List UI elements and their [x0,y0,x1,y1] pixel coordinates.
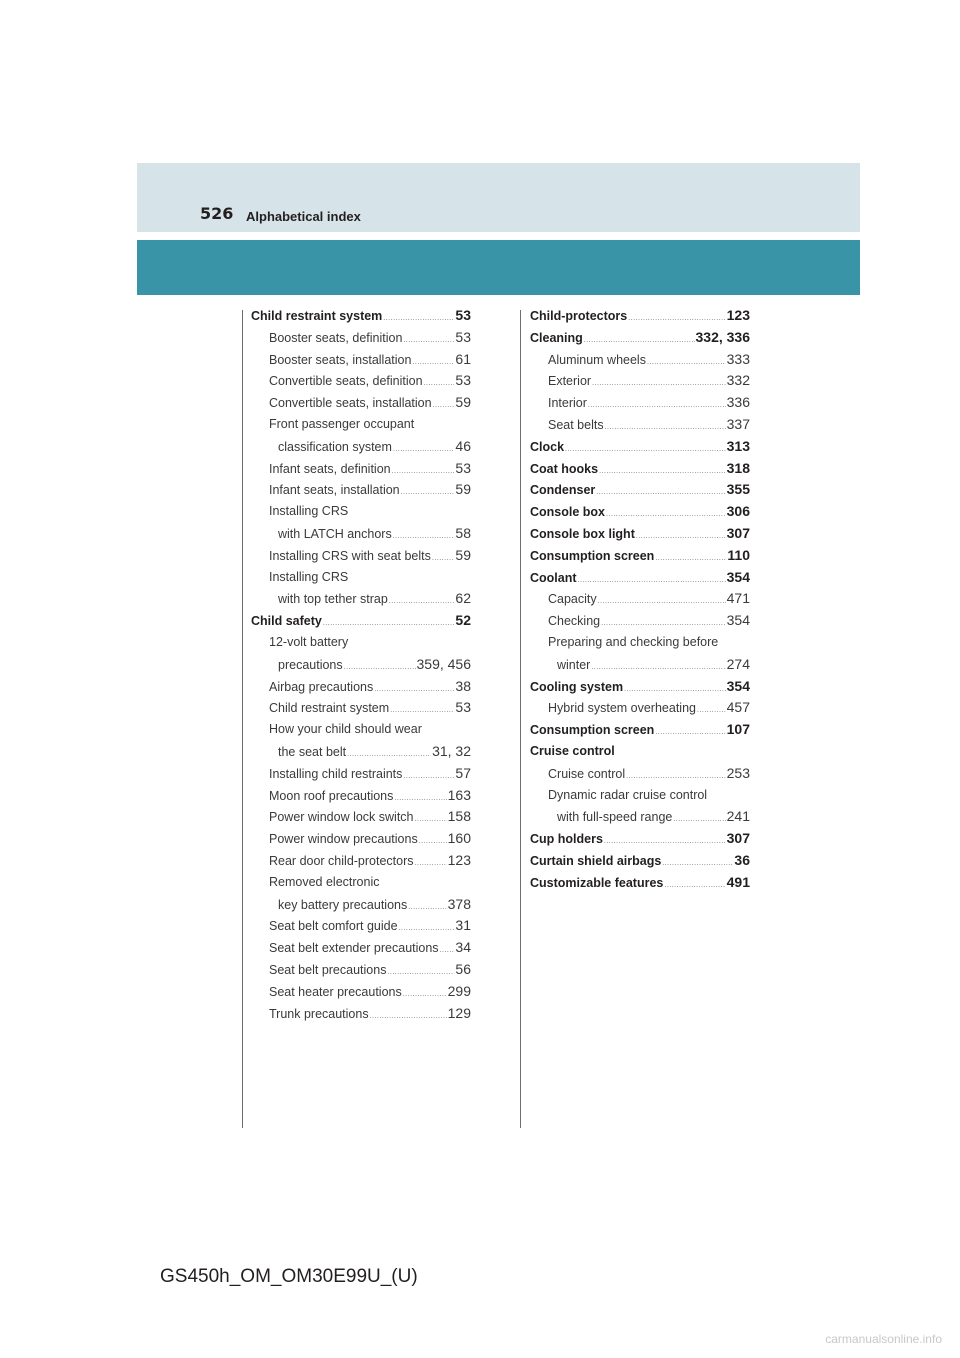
page-reference: 59 [455,394,471,411]
entry-text: Booster seats, installation [269,352,412,367]
page-reference: 313 [726,437,750,454]
index-entry [530,828,750,850]
dot-leader [591,657,725,679]
dot-leader [389,591,455,613]
index-subentry [251,414,471,436]
page-reference: 471 [726,590,750,607]
entry-text: Console box light [530,526,635,541]
page-reference: 62 [455,590,471,607]
page-reference: 123 [447,851,471,868]
dot-leader [415,809,447,831]
page-reference: 491 [726,873,750,890]
entry-text: Cruise control [548,766,626,781]
index-entry [530,741,750,763]
index-subentry [251,785,471,807]
page-reference: 38 [455,677,471,694]
entry-text: Installing CRS [269,569,349,584]
dot-leader [664,875,725,897]
page-reference: 332 [726,372,750,389]
entry-text: Cleaning [530,330,583,345]
entry-text: Cooling system [530,679,624,694]
entry-text: Rear door child-protectors [269,853,414,868]
entry-text: Infant seats, installation [269,483,400,498]
page-reference: 107 [726,721,750,738]
index-subentry [530,806,750,828]
entry-text: precautions [278,657,343,672]
index-column-right [530,305,750,894]
entry-text: Child restraint system [251,309,383,323]
right-column-rule [520,310,521,1128]
index-subentry [530,349,750,371]
index-subentry [251,850,471,872]
page-reference: 307 [726,830,750,847]
index-subentry [251,763,471,785]
dot-leader [392,461,455,483]
index-entry [530,567,750,589]
page-reference: 34 [455,939,471,956]
entry-text: Condenser [530,483,596,498]
index-subentry [251,915,471,937]
page-reference: 59 [455,481,471,498]
index-subentry [251,741,471,763]
index-entry [530,436,750,458]
entry-text: Console box [530,505,606,520]
index-entry [530,523,750,545]
entry-text: Capacity [548,592,597,607]
page-reference: 61 [455,350,471,367]
page-reference: 123 [726,307,750,323]
page-reference: 274 [726,655,750,672]
dot-leader [393,526,455,548]
index-subentry [251,937,471,959]
dot-leader [565,439,726,461]
page-reference: 110 [727,546,750,563]
entry-text: the seat belt [278,744,347,759]
index-subentry [530,697,750,719]
entry-text: Consumption screen [530,723,655,738]
dot-leader [383,308,454,330]
dot-leader [604,831,726,853]
index-entry [530,305,750,327]
dot-leader [636,526,726,548]
page-reference: 59 [455,546,471,563]
page-reference: 457 [726,699,750,716]
entry-text: Coat hooks [530,461,599,476]
dot-leader [605,417,726,439]
index-entry [251,610,471,632]
index-subentry [251,545,471,567]
dot-leader [399,918,455,940]
page-reference: 53 [455,372,471,389]
dot-leader [415,853,447,875]
index-entry [530,479,750,501]
page-reference: 333 [726,350,750,367]
entry-text: Child safety [251,614,322,629]
entry-text: key battery precautions [278,897,408,912]
entry-text: with top tether strap [278,592,388,607]
index-entry [530,545,750,567]
page-reference: 53 [455,699,471,716]
entry-text: Removed electronic [269,874,380,889]
entry-text: Seat heater precautions [269,984,402,999]
entry-text: 12-volt battery [269,634,349,649]
entry-text: Curtain shield airbags [530,853,662,868]
index-subentry [530,785,750,807]
entry-text: Coolant [530,570,577,585]
dot-leader [401,482,455,504]
index-subentry [251,654,471,676]
entry-text: How your child should wear [269,722,422,737]
dot-leader [624,679,726,701]
left-column-rule [242,310,243,1128]
page-reference: 31 [455,917,471,934]
index-entry [251,305,471,327]
entry-text: Booster seats, definition [269,330,403,345]
index-subentry [530,588,750,610]
entry-text: Interior [548,396,587,411]
index-entry [530,676,750,698]
dot-leader [387,962,454,984]
page-reference: 307 [726,524,750,541]
entry-text: Installing child restraints [269,766,403,781]
entry-text: Clock [530,439,565,454]
dot-leader [578,570,726,592]
page-reference: 253 [726,764,750,781]
entry-text: Child restraint system [269,701,390,716]
entry-text: Aluminum wheels [548,352,646,367]
entry-text: Seat belt comfort guide [269,919,398,934]
entry-text: Customizable features [530,875,664,890]
page-reference: 378 [447,895,471,912]
index-subentry [251,479,471,501]
index-entry [530,719,750,741]
index-entry [530,872,750,894]
page-reference: 163 [447,786,471,803]
dot-leader [697,700,726,722]
page-reference: 332, 336 [695,328,750,345]
entry-text: Convertible seats, installation [269,396,432,411]
index-subentry [530,414,750,436]
dot-leader [440,940,455,962]
watermark: carmanualsonline.info [825,1332,942,1346]
index-column-left [251,305,471,1024]
dot-leader [433,395,455,417]
index-subentry [251,523,471,545]
entry-text: Convertible seats, definition [269,374,423,389]
index-subentry [251,327,471,349]
index-subentry [251,632,471,654]
dot-leader [403,330,454,352]
index-subentry [251,458,471,480]
page-reference: 56 [455,960,471,977]
entry-text: Power window lock switch [269,810,414,825]
page-reference: 31, 32 [432,742,471,759]
index-subentry [530,370,750,392]
page-reference: 158 [447,808,471,825]
index-subentry [251,828,471,850]
index-subentry [251,392,471,414]
page-reference: 46 [455,437,471,454]
dot-leader [647,352,726,374]
page-reference: 53 [455,328,471,345]
index-subentry [251,676,471,698]
entry-text: Seat belt precautions [269,962,387,977]
dot-leader [432,548,455,570]
index-subentry [530,654,750,676]
dot-leader [588,395,726,417]
page-reference: 354 [726,677,750,694]
page-reference: 354 [726,612,750,629]
dot-leader [424,373,455,395]
entry-text: Seat belts [548,417,604,432]
page-reference: 36 [734,851,750,868]
page-reference: 241 [726,808,750,825]
entry-text: Consumption screen [530,548,655,563]
index-subentry [251,981,471,1003]
page-reference: 58 [455,524,471,541]
entry-text: Exterior [548,374,592,389]
dot-leader [599,461,726,483]
entry-text: winter [557,657,591,672]
index-subentry [530,632,750,654]
dot-leader [412,352,454,374]
page-reference: 299 [447,982,471,999]
index-subentry [251,349,471,371]
entry-text: Hybrid system overheating [548,701,696,716]
entry-text: Moon roof precautions [269,788,394,803]
entry-text: Child-protectors [530,309,628,323]
index-subentry [530,392,750,414]
entry-text: Cup holders [530,832,603,847]
index-subentry [251,959,471,981]
page-reference: 318 [726,459,750,476]
page-reference: 336 [726,394,750,411]
index-entry [530,327,750,349]
page-reference: 57 [455,764,471,781]
header-band [137,240,860,295]
index-entry [530,850,750,872]
index-subentry [251,567,471,589]
index-subentry [251,588,471,610]
page-reference: 53 [455,459,471,476]
dot-leader [606,504,726,526]
page-reference: 306 [726,503,750,520]
page-reference: 359, 456 [416,655,471,672]
index-entry [530,501,750,523]
entry-text: Airbag precautions [269,679,374,694]
dot-leader [662,853,733,875]
page-reference: 354 [726,568,750,585]
page-reference: 52 [455,612,471,629]
page-reference: 129 [447,1004,471,1021]
entry-text: with LATCH anchors [278,526,392,541]
index-subentry [251,806,471,828]
page-reference: 337 [726,415,750,432]
page-reference: 160 [447,830,471,847]
page-reference: 355 [726,481,750,498]
dot-leader [408,897,446,919]
index-subentry [530,610,750,632]
index-subentry [251,697,471,719]
index-entry [530,458,750,480]
dot-leader [655,722,725,744]
index-subentry [251,872,471,894]
entry-text: Preparing and checking before [548,634,719,649]
entry-text: Dynamic radar cruise control [548,787,708,802]
index-subentry [251,370,471,392]
index-subentry [251,1003,471,1025]
entry-text: Cruise control [530,743,615,758]
entry-text: Seat belt extender precautions [269,941,439,956]
dot-leader [584,330,695,352]
entry-text: Checking [548,614,601,629]
index-subentry [251,894,471,916]
entry-text: Infant seats, definition [269,461,391,476]
dot-leader [596,482,725,504]
dot-leader [374,679,454,701]
dot-leader [598,591,726,613]
entry-text: Installing CRS with seat belts [269,548,431,563]
index-subentry [530,763,750,785]
dot-leader [673,809,725,831]
entry-text: Power window precautions [269,832,418,847]
dot-leader [370,1006,447,1028]
dot-leader [403,984,447,1006]
dot-leader [393,439,454,461]
document-code: GS450h_OM_OM30E99U_(U) [160,1266,418,1287]
page-number: 526 [200,204,234,223]
dot-leader [344,657,416,679]
dot-leader [592,373,726,395]
index-subentry [251,501,471,523]
page-reference: 53 [455,307,471,323]
entry-text: Installing CRS [269,504,349,519]
index-subentry [251,719,471,741]
entry-text: with full-speed range [557,810,673,825]
entry-text: classification system [278,439,392,454]
section-title: Alphabetical index [246,209,361,224]
index-subentry [251,436,471,458]
entry-text: Front passenger occupant [269,416,415,431]
dot-leader [394,788,446,810]
entry-text: Trunk precautions [269,1006,369,1021]
dot-leader [655,548,726,570]
dot-leader [347,744,431,766]
dot-leader [419,831,447,853]
